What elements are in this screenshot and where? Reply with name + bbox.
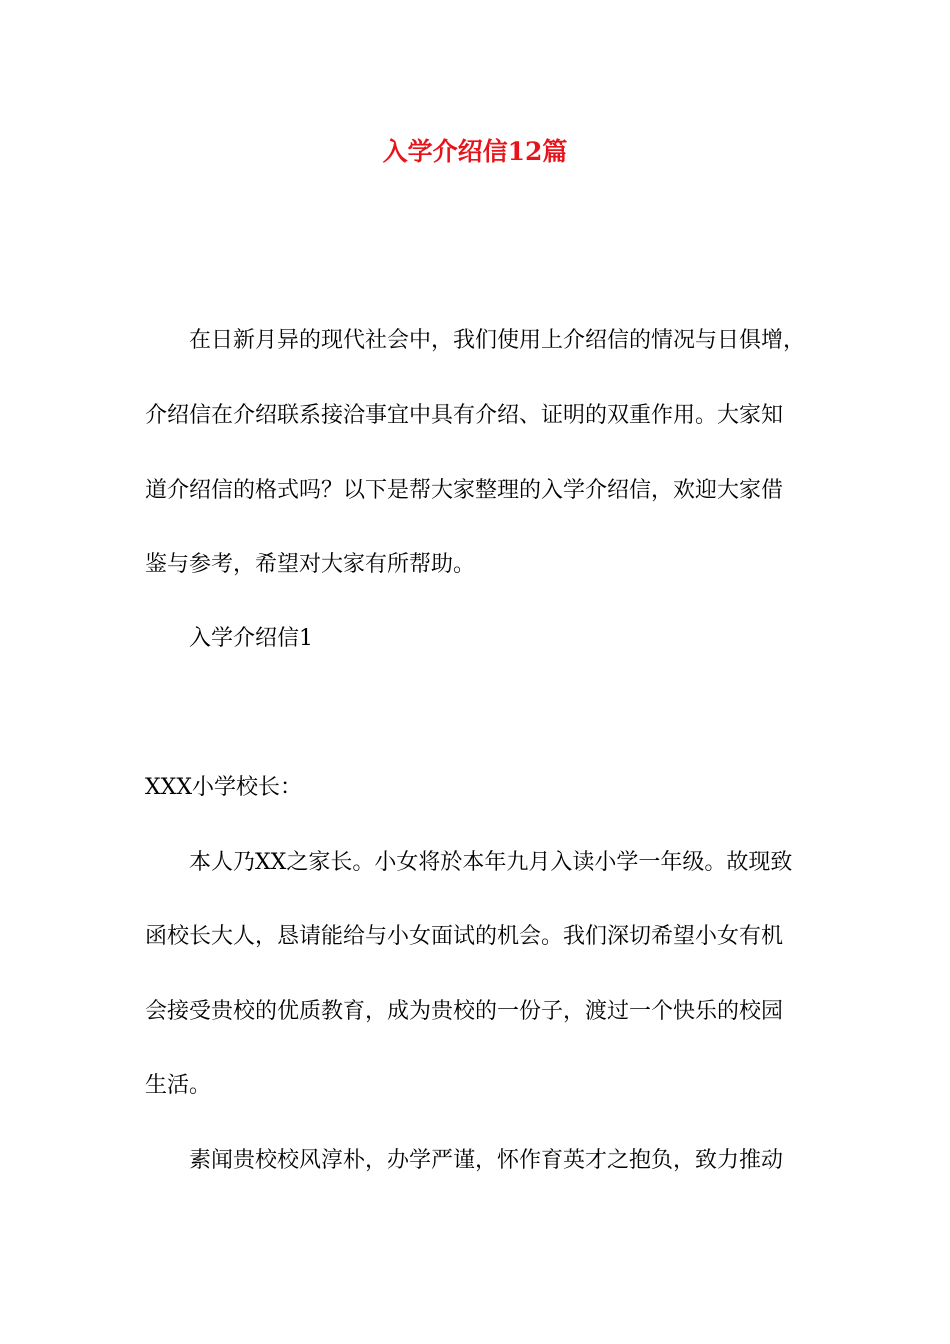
intro-line-3: 道介绍信的格式吗？以下是帮大家整理的入学介绍信，欢迎大家借 xyxy=(145,478,784,503)
salutation: XXX小学校长： xyxy=(145,775,302,800)
document-title: 入学介绍信12篇 xyxy=(382,137,568,166)
section-heading: 入学介绍信1 xyxy=(189,626,313,651)
paragraph1-line-1: 本人乃XX之家长。小女将於本年九月入读小学一年级。故现致 xyxy=(189,850,793,875)
paragraph1-line-2: 函校长大人，恳请能给与小女面试的机会。我们深切希望小女有机 xyxy=(145,924,784,949)
intro-line-4: 鉴与参考，希望对大家有所帮助。 xyxy=(145,552,476,577)
paragraph2-line-1: 素闻贵校校风淳朴，办学严谨，怀作育英才之抱负，致力推动 xyxy=(189,1148,784,1173)
paragraph1-line-3: 会接受贵校的优质教育，成为贵校的一份子，渡过一个快乐的校园 xyxy=(145,999,784,1024)
intro-line-2: 介绍信在介绍联系接洽事宜中具有介绍、证明的双重作用。大家知 xyxy=(145,403,784,428)
paragraph1-line-4: 生活。 xyxy=(145,1073,212,1098)
intro-line-1: 在日新月异的现代社会中，我们使用上介绍信的情况与日俱增， xyxy=(189,328,806,353)
